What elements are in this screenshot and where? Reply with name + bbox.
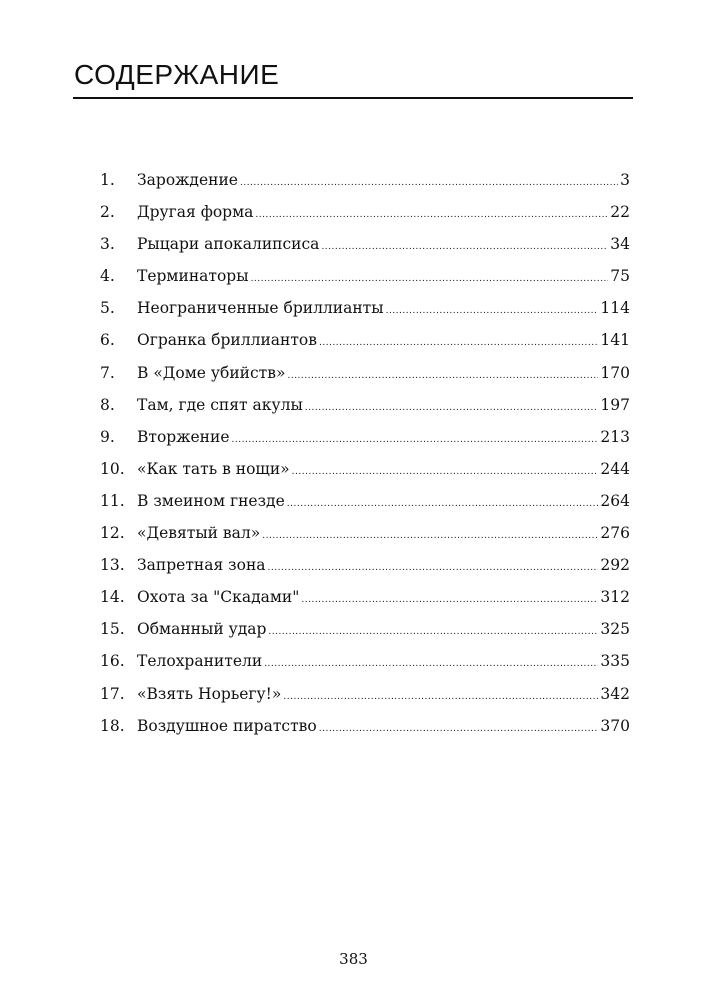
dot-leader xyxy=(240,167,618,199)
entry-page: 34 xyxy=(610,235,630,254)
entry-title: Воздушное пиратство xyxy=(137,716,317,735)
entry-number: 16. xyxy=(100,652,125,671)
entry-number: 1. xyxy=(100,171,115,189)
entry-title: «Как тать в нощи» xyxy=(137,459,290,478)
entry-page: 335 xyxy=(600,652,630,671)
toc-entry[interactable] xyxy=(100,228,630,260)
dot-leader xyxy=(268,616,598,648)
toc-entry[interactable] xyxy=(100,581,630,613)
toc-entry[interactable] xyxy=(100,260,630,292)
entry-number: 17. xyxy=(100,684,125,703)
toc-entry[interactable] xyxy=(100,389,630,421)
entry-number: 8. xyxy=(100,395,115,414)
toc-entry[interactable] xyxy=(100,164,630,196)
entry-title: Зарождение xyxy=(137,171,238,189)
dot-leader xyxy=(262,520,598,552)
dot-leader xyxy=(283,681,598,713)
entry-page: 141 xyxy=(600,331,630,350)
entry-number: 6. xyxy=(100,331,115,350)
toc-entry[interactable] xyxy=(100,710,630,742)
dot-leader xyxy=(287,360,598,392)
toc-entry[interactable] xyxy=(100,678,630,710)
entry-page: 244 xyxy=(600,459,630,478)
entry-page: 342 xyxy=(600,684,630,703)
entry-number: 5. xyxy=(100,299,115,318)
toc-entry[interactable] xyxy=(100,453,630,485)
entry-number: 7. xyxy=(100,363,115,382)
entry-number: 14. xyxy=(100,588,125,607)
entry-title: Там, где спят акулы xyxy=(137,395,303,414)
dot-leader xyxy=(321,231,608,263)
entry-page: 197 xyxy=(600,395,630,414)
entry-title: «Девятый вал» xyxy=(137,524,261,543)
entry-title: Рыцари апокалипсиса xyxy=(137,235,320,254)
toc-entry[interactable] xyxy=(100,613,630,645)
entry-title: «Взять Норьегу!» xyxy=(137,684,282,703)
entry-page: 170 xyxy=(600,363,630,382)
entry-page: 3 xyxy=(620,171,630,189)
toc-entry[interactable] xyxy=(100,324,630,356)
entry-number: 12. xyxy=(100,524,125,543)
entry-title: В «Доме убийств» xyxy=(137,363,286,382)
dot-leader xyxy=(264,648,598,680)
dot-leader xyxy=(251,263,609,295)
entry-number: 3. xyxy=(100,235,115,254)
dot-leader xyxy=(386,295,599,327)
entry-page: 292 xyxy=(600,556,630,575)
entry-number: 15. xyxy=(100,620,125,639)
dot-leader xyxy=(255,199,608,231)
entry-page: 325 xyxy=(600,620,630,639)
toc-entry[interactable] xyxy=(100,421,630,453)
dot-leader xyxy=(301,584,598,616)
entry-page: 114 xyxy=(600,299,630,318)
toc-entry[interactable] xyxy=(100,357,630,389)
entry-title: Запретная зона xyxy=(137,556,266,575)
entry-number: 4. xyxy=(100,267,115,286)
entry-title: Вторжение xyxy=(137,427,230,446)
entry-title: Огранка бриллиантов xyxy=(137,331,317,350)
entry-number: 9. xyxy=(100,427,115,446)
dot-leader xyxy=(305,392,599,424)
entry-page: 75 xyxy=(610,267,630,286)
entry-page: 312 xyxy=(600,588,630,607)
dot-leader xyxy=(292,456,599,488)
dot-leader xyxy=(232,424,599,456)
entry-number: 2. xyxy=(100,203,115,222)
entry-page: 264 xyxy=(600,491,630,510)
entry-title: Обманный удар xyxy=(137,620,267,639)
entry-page: 276 xyxy=(600,524,630,543)
toc-entry[interactable] xyxy=(100,517,630,549)
entry-number: 18. xyxy=(100,716,125,735)
toc-entry[interactable] xyxy=(100,196,630,228)
toc-entry[interactable] xyxy=(100,645,630,677)
title-divider xyxy=(73,97,633,99)
toc-entry[interactable] xyxy=(100,549,630,581)
page-title: СОДЕРЖАНИЕ xyxy=(74,59,280,90)
entry-title: Телохранители xyxy=(137,652,263,671)
entry-title: Охота за "Скадами" xyxy=(137,588,300,607)
table-of-contents xyxy=(100,164,630,742)
dot-leader xyxy=(287,488,599,520)
entry-title: Неограниченные бриллианты xyxy=(137,299,384,318)
entry-number: 10. xyxy=(100,459,125,478)
dot-leader xyxy=(319,327,598,359)
entry-page: 22 xyxy=(610,203,630,222)
entry-number: 11. xyxy=(100,491,125,510)
toc-entry[interactable] xyxy=(100,485,630,517)
entry-page: 213 xyxy=(600,427,630,446)
page-number: 383 xyxy=(339,950,368,968)
entry-page: 370 xyxy=(600,716,630,735)
dot-leader xyxy=(319,713,599,745)
entry-title: Терминаторы xyxy=(137,267,249,286)
entry-title: Другая форма xyxy=(137,203,254,222)
dot-leader xyxy=(268,552,599,584)
toc-entry[interactable] xyxy=(100,292,630,324)
entry-title: В змеином гнезде xyxy=(137,491,285,510)
entry-number: 13. xyxy=(100,556,125,575)
